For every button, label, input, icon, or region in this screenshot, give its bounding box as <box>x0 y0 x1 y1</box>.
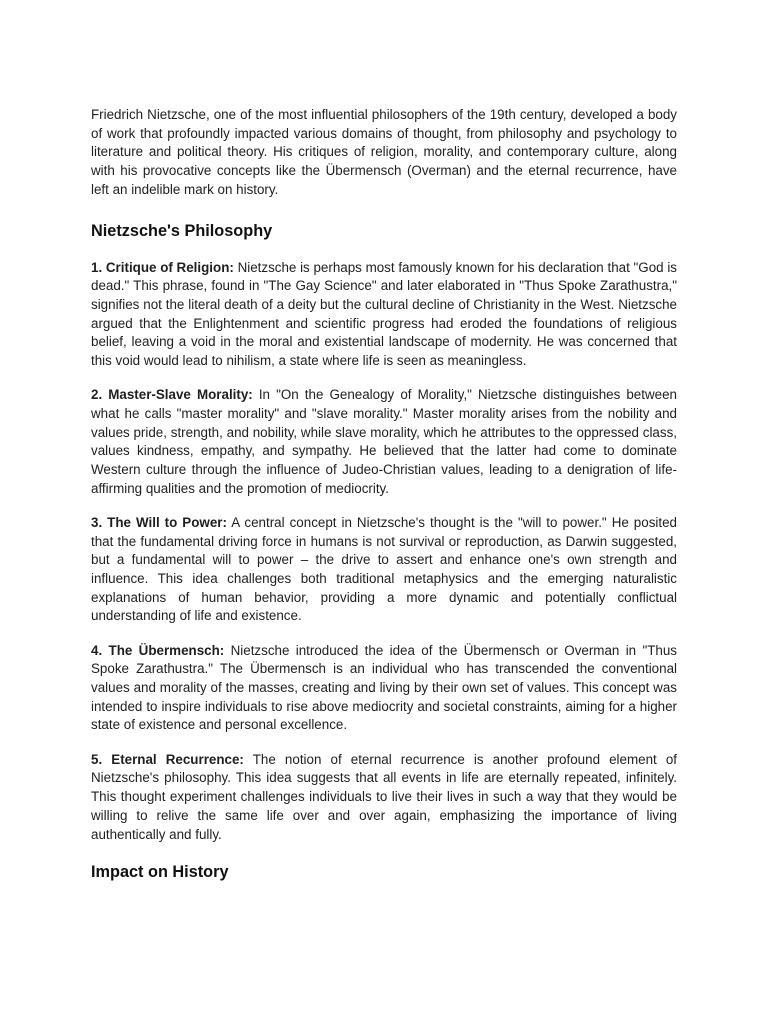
point-eternal-recurrence <box>91 751 677 845</box>
point-label: 4. The Übermensch: <box>91 642 225 658</box>
intro-paragraph: Friedrich Nietzsche, one of the most influential philosophers of the 19th century, developed a body of work that profoundly impacted various domains of thought, from philosophy and psychology to literature and political theory. His critiques of religion, morality, and contemporary culture, along with his provocative concepts like the Übermensch (Overman) and the eternal recurrence, have left an indelible mark on history. <box>91 107 677 197</box>
point-label: 1. Critique of Religion: <box>91 259 234 275</box>
section-heading-impact: Impact on History <box>91 863 229 882</box>
point-label: 5. Eternal Recurrence: <box>91 751 244 767</box>
point-text: Nietzsche introduced the idea of the Übermensch or Overman in "Thus Spoke Zarathustra." The Übermensch is an individual who has transcended the conventional values and morality of the masses, creating and living by their own set of values. This concept was intended to inspire individuals to rise above mediocrity and societal constraints, aiming for a higher state of existence and personal excellence. <box>91 642 677 733</box>
document-body <box>91 106 677 883</box>
point-text: Nietzsche is perhaps most famously known for his declaration that "God is dead." This phrase, found in "The Gay Science" and later elaborated in "Thus Spoke Zarathustra," signifies not the literal death of a deity but the cultural decline of Christianity in the West. Nietzsche argued that the Enlightenment and scientific progress had eroded the foundations of religious belief, leaving a void in the moral and existential landscape of modernity. He was concerned that this void would lead to nihilism, a state where life is seen as meaningless. <box>91 259 677 369</box>
point-ubermensch <box>91 642 677 736</box>
point-critique-of-religion <box>91 259 677 371</box>
point-will-to-power <box>91 514 677 626</box>
point-text: The notion of eternal recurrence is another profound element of Nietzsche's philosophy. This idea suggests that all events in life are eternally repeated, infinitely. This thought experiment challenges individuals to live their lives in such a way that they would be willing to relive the same life over and over again, emphasizing the importance of living authentically and fully. <box>91 751 678 842</box>
point-label: 3. The Will to Power: <box>91 514 227 530</box>
section-heading-philosophy: Nietzsche's Philosophy <box>91 221 273 240</box>
point-text: In "On the Genealogy of Morality," Nietzsche distinguishes between what he calls "master morality" and "slave morality." Master morality arises from the nobility and values pride, strength, and nobility, while slave morality, which he attributes to the oppressed class, values kindness, empathy, and sympathy. He believed that the latter had come to dominate Western culture through the influence of Judeo-Christian values, leading to a denigration of life-affirming qualities and the promotion of mediocrity. <box>91 387 677 496</box>
point-text: A central concept in Nietzsche's thought is the "will to power." He posited that the fundamental driving force in humans is not survival or reproduction, as Darwin suggested, but a fundamental will to power – the drive to assert and enhance one's own strength and influence. This idea challenges both traditional metaphysics and the emerging naturalistic explanations of human behavior, providing a more dynamic and potentially conflictual understanding of life and existence. <box>91 514 677 624</box>
point-label: 2. Master-Slave Morality: <box>91 387 253 403</box>
point-master-slave-morality <box>91 386 677 498</box>
